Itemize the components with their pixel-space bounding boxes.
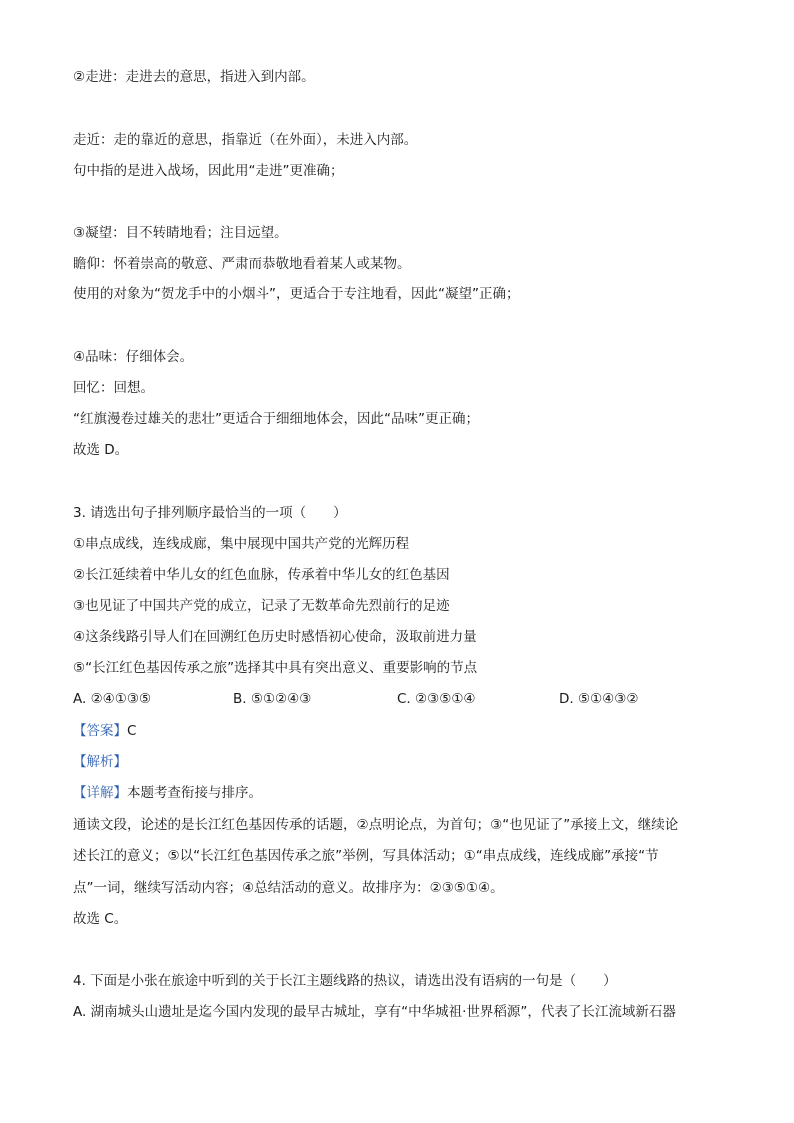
detail-text: 本题考查衔接与排序。 bbox=[127, 785, 262, 801]
answer-label: 【答案】 bbox=[73, 723, 127, 739]
text-line: “红旗漫卷过雄关的悲壮”更适合于细细地体会，因此“品味”更正确； bbox=[73, 411, 479, 427]
option-c: C. ②③⑤①④ bbox=[397, 691, 476, 707]
text-line: ③凝望：目不转睛地看；注目远望。 bbox=[73, 225, 288, 241]
option-d: D. ⑤①④③② bbox=[559, 691, 639, 707]
analysis-label: 【解析】 bbox=[73, 754, 127, 770]
detail-line bbox=[73, 784, 262, 802]
text-line: ④品味：仔细体会。 bbox=[73, 349, 194, 365]
text-line: 点”一词，继续写活动内容；④总结活动的意义。故排序为：②③⑤①④。 bbox=[73, 880, 504, 896]
question-4-stem: 4. 下面是小张在旅途中听到的关于长江主题线路的热议，请选出没有语病的一句是（ ） bbox=[73, 973, 617, 989]
sentence-item: ⑤“长江红色基因传承之旅”选择其中具有突出意义、重要影响的节点 bbox=[73, 660, 478, 676]
sentence-item: ①串点成线，连线成廊，集中展现中国共产党的光辉历程 bbox=[73, 536, 410, 552]
question-3-stem: 3. 请选出句子排列顺序最恰当的一项（ ） bbox=[73, 505, 347, 521]
answer-line bbox=[73, 722, 136, 740]
text-line: 走近：走的靠近的意思，指靠近（在外面），未进入内部。 bbox=[73, 132, 418, 148]
text-line: 通读文段，论述的是长江红色基因传承的话题，②点明论点，为首句；③“也见证了”承接上文，继续论 bbox=[73, 817, 679, 833]
detail-label: 【详解】 bbox=[73, 785, 127, 801]
answer-value: C bbox=[127, 723, 137, 739]
option-a-text: A. 湖南城头山遗址是迄今国内发现的最早古城址，享有“中华城祖·世界稻源”，代表了长江流域新石器 bbox=[73, 1004, 676, 1020]
text-line: 回忆：回想。 bbox=[73, 380, 154, 396]
text-line: 句中指的是进入战场，因此用“走进”更准确； bbox=[73, 163, 344, 179]
sentence-item: ③也见证了中国共产党的成立，记录了无数革命先烈前行的足迹 bbox=[73, 598, 450, 614]
text-line: 使用的对象为“贺龙手中的小烟斗”，更适合于专注地看，因此“凝望”正确； bbox=[73, 286, 520, 302]
option-b: B. ⑤①②④③ bbox=[233, 691, 312, 707]
option-a: A. ②④①③⑤ bbox=[73, 691, 152, 707]
text-line: 故选 C。 bbox=[73, 911, 128, 927]
text-line: 述长江的意义；⑤以“长江红色基因传承之旅”举例，写具体活动；①“串点成线，连线成廊”承接“节 bbox=[73, 848, 659, 864]
sentence-item: ④这条线路引导人们在回溯红色历史时感悟初心使命，汲取前进力量 bbox=[73, 629, 477, 645]
sentence-item: ②长江延续着中华儿女的红色血脉，传承着中华儿女的红色基因 bbox=[73, 567, 450, 583]
text-line: 瞻仰：怀着崇高的敬意、严肃而恭敬地看着某人或某物。 bbox=[73, 256, 411, 272]
answer-options bbox=[73, 690, 733, 710]
text-line: ②走进：走进去的意思，指进入到内部。 bbox=[73, 69, 315, 85]
text-line: 故选 D。 bbox=[73, 442, 129, 458]
analysis-line bbox=[73, 753, 127, 771]
